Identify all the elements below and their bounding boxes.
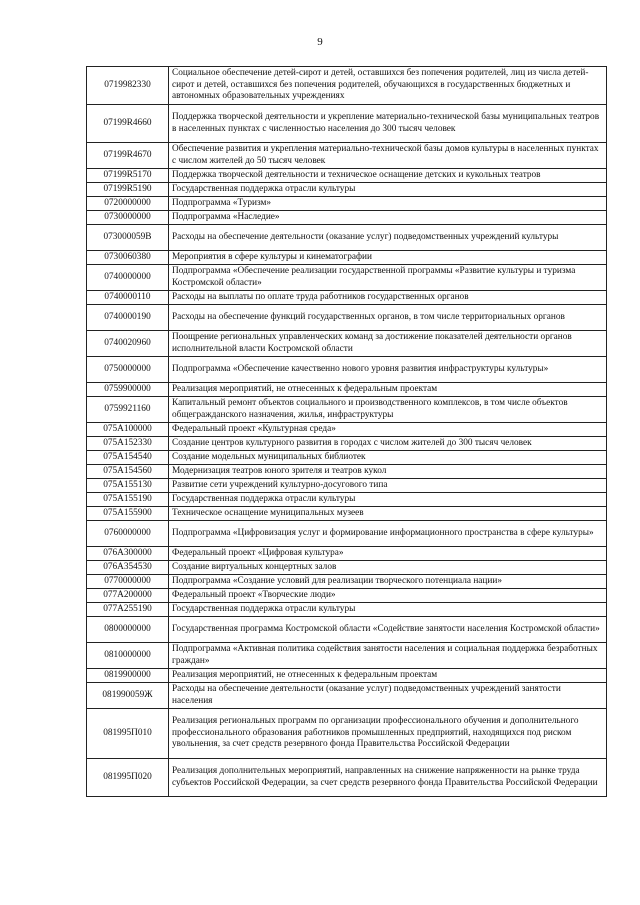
row-code: 0759900000 [87,383,169,397]
table-row [87,451,607,465]
table-row [87,397,607,423]
row-code: 077A255190 [87,603,169,617]
row-text: Подпрограмма «Цифровизация услуг и формирование информационного пространства в сфере культуры» [169,521,607,547]
table-row [87,521,607,547]
row-code: 077A200000 [87,589,169,603]
row-code: 075A155130 [87,479,169,493]
row-code: 0800000000 [87,617,169,643]
table-row [87,683,607,709]
page-number: 9 [317,36,323,48]
row-code: 073000059В [87,225,169,251]
row-code: 0819900000 [87,669,169,683]
table-row [87,143,607,169]
row-code: 081995П010 [87,709,169,759]
row-code: 076A300000 [87,547,169,561]
budget-codes-table [86,66,607,797]
row-code: 076A354530 [87,561,169,575]
row-text: Создание виртуальных концертных залов [169,561,607,575]
row-text: Капитальный ремонт объектов социального и производственного комплексов, в том числе объектов общегражданского назначения, жилья, инфраструктуры [169,397,607,423]
row-code: 0740000110 [87,291,169,305]
row-text: Подпрограмма «Наследие» [169,211,607,225]
row-code: 0740000000 [87,265,169,291]
row-text: Социальное обеспечение детей-сирот и детей, оставшихся без попечения родителей, лиц из числа детей-сирот и детей, оставшихся без попечения родителей, обучающихся в государственных бюджетных и автономных образовательных учреждениях [169,67,607,105]
table-row [87,507,607,521]
table-row [87,383,607,397]
table-row [87,423,607,437]
row-text: Государственная поддержка отрасли культуры [169,183,607,197]
row-code: 075A155190 [87,493,169,507]
row-code: 075A154540 [87,451,169,465]
row-code: 081995П020 [87,759,169,797]
row-text: Расходы на обеспечение деятельности (оказание услуг) подведомственных учреждений культуры [169,225,607,251]
row-code: 075A152330 [87,437,169,451]
row-code: 0720000000 [87,197,169,211]
table-row [87,561,607,575]
row-text: Модернизация театров юного зрителя и театров кукол [169,465,607,479]
row-text: Поддержка творческой деятельности и техническое оснащение детских и кукольных театров [169,169,607,183]
row-code: 0750000000 [87,357,169,383]
row-code: 075A155900 [87,507,169,521]
row-text: Создание модельных муниципальных библиотек [169,451,607,465]
row-code: 07199R4670 [87,143,169,169]
row-text: Обеспечение развития и укрепления материально-технической базы домов культуры в населенных пунктах с числом жителей до 50 тысяч человек [169,143,607,169]
row-text: Государственная поддержка отрасли культуры [169,603,607,617]
row-text: Расходы на обеспечение функций государственных органов, в том числе территориальных органов [169,305,607,331]
row-code: 07199R5170 [87,169,169,183]
table-row [87,251,607,265]
table-row [87,643,607,669]
row-code: 0810000000 [87,643,169,669]
table-row [87,547,607,561]
table-row [87,331,607,357]
row-text: Федеральный проект «Цифровая культура» [169,547,607,561]
table-row [87,575,607,589]
row-code: 0740000190 [87,305,169,331]
table-row [87,589,607,603]
row-text: Создание центров культурного развития в городах с числом жителей до 300 тысяч человек [169,437,607,451]
row-code: 0759921160 [87,397,169,423]
row-code: 0740020960 [87,331,169,357]
row-text: Подпрограмма «Обеспечение реализации государственной программы «Развитие культуры и туризма Костромской области» [169,265,607,291]
table-row [87,105,607,143]
table-row [87,603,607,617]
row-text: Реализация мероприятий, не отнесенных к федеральным проектам [169,383,607,397]
row-code: 081990059Ж [87,683,169,709]
row-code: 075A100000 [87,423,169,437]
row-text: Реализация мероприятий, не отнесенных к федеральным проектам [169,669,607,683]
row-text: Расходы на выплаты по оплате труда работников государственных органов [169,291,607,305]
row-text: Подпрограмма «Активная политика содействия занятости населения и социальная поддержка безработных граждан» [169,643,607,669]
row-text: Государственная программа Костромской области «Содействие занятости населения Костромской области» [169,617,607,643]
table-body [87,67,607,797]
row-text: Расходы на обеспечение деятельности (оказание услуг) подведомственных учреждений занятости населения [169,683,607,709]
table-row [87,305,607,331]
table-row [87,479,607,493]
table-row [87,183,607,197]
table-row [87,437,607,451]
table-row [87,67,607,105]
row-text: Подпрограмма «Обеспечение качественно нового уровня развития инфраструктуры культуры» [169,357,607,383]
row-text: Подпрограмма «Туризм» [169,197,607,211]
row-code: 075A154560 [87,465,169,479]
table-row [87,357,607,383]
table-row [87,493,607,507]
table-row [87,617,607,643]
row-text: Реализация дополнительных мероприятий, направленных на снижение напряженности на рынке труда субъектов Российской Федерации, за счет средств резервного фонда Правительства Российской Федерации [169,759,607,797]
row-text: Государственная поддержка отрасли культуры [169,493,607,507]
row-code: 0760000000 [87,521,169,547]
row-code: 07199R4660 [87,105,169,143]
row-code: 07199R5190 [87,183,169,197]
row-code: 0730000000 [87,211,169,225]
row-text: Федеральный проект «Творческие люди» [169,589,607,603]
table-row [87,265,607,291]
row-code: 0770000000 [87,575,169,589]
row-text: Поддержка творческой деятельности и укрепление материально-технической базы муниципальных театров в населенных пунктах с численностью населения до 300 тысяч человек [169,105,607,143]
table-row [87,197,607,211]
table-row [87,225,607,251]
table-row [87,709,607,759]
row-code: 0719982330 [87,67,169,105]
table-row [87,169,607,183]
row-text: Реализация региональных программ по организации профессионального обучения и дополнительного профессионального образования работников промышленных предприятий, находящихся под риском увольнения, за счет средств резервного фонда Правительства Российской Федерации [169,709,607,759]
table-row [87,669,607,683]
table-row [87,465,607,479]
table-row [87,291,607,305]
row-text: Подпрограмма «Создание условий для реализации творческого потенциала нации» [169,575,607,589]
table-row [87,211,607,225]
table-row [87,759,607,797]
row-text: Развитие сети учреждений культурно-досугового типа [169,479,607,493]
row-code: 0730060380 [87,251,169,265]
row-text: Мероприятия в сфере культуры и кинематографии [169,251,607,265]
row-text: Федеральный проект «Культурная среда» [169,423,607,437]
row-text: Техническое оснащение муниципальных музеев [169,507,607,521]
row-text: Поощрение региональных управленческих команд за достижение показателей деятельности органов исполнительной власти Костромской области [169,331,607,357]
